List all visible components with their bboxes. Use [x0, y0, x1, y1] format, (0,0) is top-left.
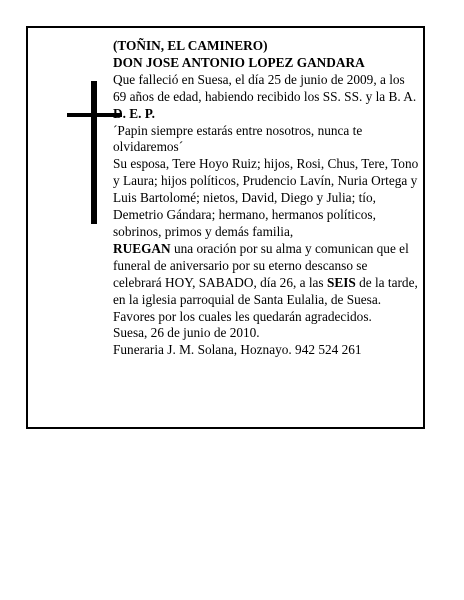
obituary-text	[113, 38, 419, 359]
request-keyword: RUEGAN	[113, 240, 171, 256]
rip-text: D. E. P.	[113, 105, 155, 121]
family-list: Su esposa, Tere Hoyo Ruiz; hijos, Rosi, Chus, Tere, Tono y Laura; hijos políticos, Prudencio Lavín, Nuria Ortega y Luis Bartolomé; nietos, David, Diego y Julia; tío, Demetrio Gándara; hermano, hermanos políticos, sobrinos, primos y demás familia,	[113, 156, 419, 239]
death-info: Que falleció en Suesa, el día 25 de junio de 2009, a los 69 años de edad, habiendo recibido los SS. SS. y la B. A.	[113, 71, 417, 104]
cross-icon	[91, 81, 97, 224]
deceased-name: DON JOSE ANTONIO LOPEZ GANDARA	[113, 54, 365, 70]
request-text-2: de la tarde, en la iglesia parroquial de Santa Eulalia, de Suesa. Favores por los cuales les quedarán agradecidos.	[113, 274, 418, 324]
request-paragraph	[113, 241, 419, 326]
nickname: (TOÑIN, EL CAMINERO)	[113, 38, 268, 53]
place-date: Suesa, 26 de junio de 2010.	[113, 325, 260, 341]
funeral-home: Funeraria J. M. Solana, Hoznayo. 942 524 261	[113, 342, 362, 358]
time-keyword: SEIS	[326, 274, 356, 290]
quote: ´Papin siempre estarás entre nosotros, nunca te olvidaremos´	[113, 122, 363, 155]
request-text-1: una oración por su alma y comunican que el funeral de aniversario por su eterno descanso se celebrará HOY, SABADO, día 26, a las	[113, 240, 409, 290]
